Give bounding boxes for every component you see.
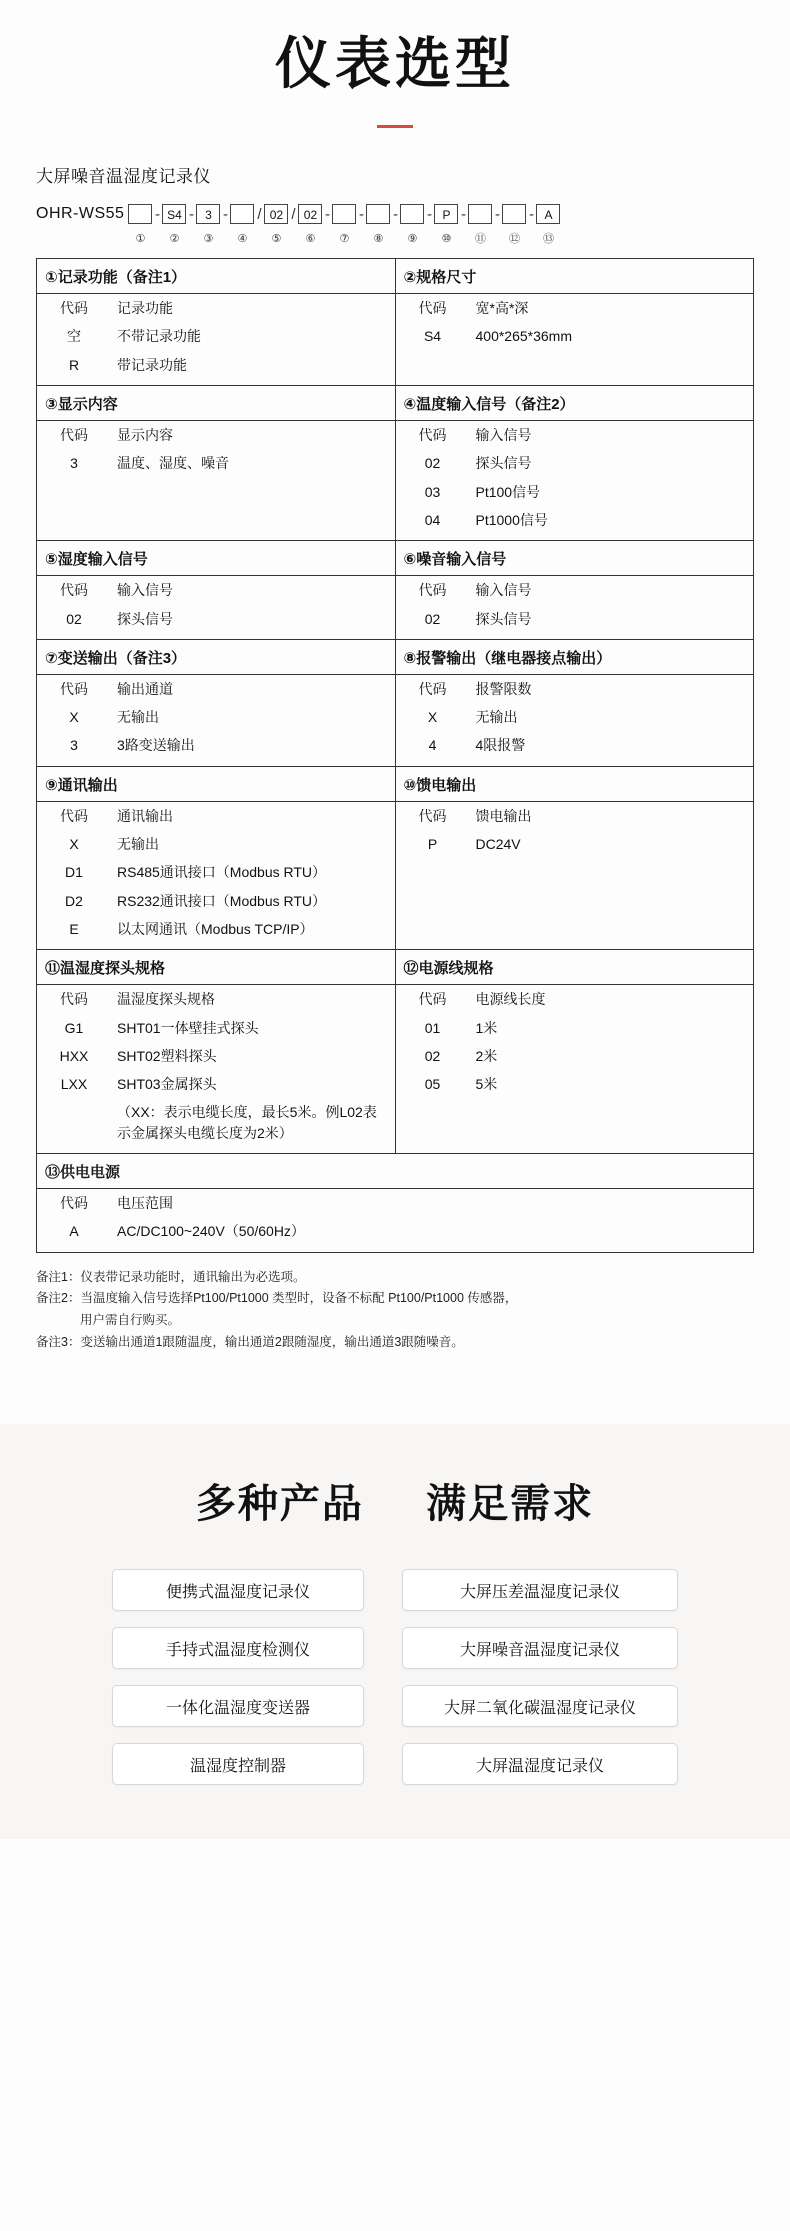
spacer bbox=[396, 351, 754, 357]
table-row bbox=[396, 830, 754, 858]
section-9-title: ⑨通讯输出 bbox=[37, 767, 395, 802]
product-item[interactable]: 大屏压差温湿度记录仪 bbox=[402, 1569, 678, 1611]
note-3: 备注3：变送输出通道1跟随温度，输出通道2跟随湿度，输出通道3跟随噪音。 bbox=[36, 1335, 464, 1350]
code-sep-9: - bbox=[426, 205, 432, 223]
col-code-header: 代码 bbox=[418, 427, 447, 444]
section-7-title: ⑦变送输出（备注3） bbox=[37, 640, 395, 675]
table-row bbox=[396, 985, 754, 1013]
table-row bbox=[37, 1098, 395, 1147]
spacer bbox=[396, 760, 754, 766]
desc-value: 无输出 bbox=[475, 709, 518, 726]
code-value: 3 bbox=[70, 455, 78, 472]
table-row bbox=[37, 1042, 395, 1070]
col-code-header: 代码 bbox=[60, 427, 88, 444]
marker-13: ⑬ bbox=[542, 233, 554, 246]
marker-7: ⑦ bbox=[339, 232, 350, 245]
selection-spec-table bbox=[36, 258, 754, 1252]
code-value: 02 bbox=[424, 610, 441, 627]
products-column-left bbox=[112, 1569, 364, 1785]
spacer bbox=[37, 506, 395, 512]
section-1-title: ①记录功能（备注1） bbox=[37, 259, 395, 294]
col-code-header: 代码 bbox=[60, 1195, 88, 1212]
section-6-title: ⑥噪音输入信号 bbox=[396, 541, 754, 576]
code-value: X bbox=[427, 709, 438, 726]
section-4-title: ④温度输入信号（备注2） bbox=[396, 386, 754, 421]
desc-value: 温度、湿度、噪音 bbox=[117, 455, 229, 472]
code-sep-1: - bbox=[154, 205, 160, 223]
code-box-11 bbox=[468, 204, 492, 224]
table-row bbox=[37, 950, 754, 1154]
table-row bbox=[396, 605, 754, 633]
code-value: 02 bbox=[424, 455, 441, 472]
col-desc-header: 温湿度探头规格 bbox=[117, 991, 215, 1008]
code-value: R bbox=[68, 356, 80, 373]
desc-value: 4限报警 bbox=[475, 737, 526, 754]
col-desc-header: 电压范围 bbox=[117, 1195, 173, 1212]
table-row bbox=[37, 1217, 753, 1245]
code-value: 空 bbox=[67, 328, 81, 345]
spacer bbox=[37, 1147, 395, 1153]
section-8-title: ⑧报警输出（继电器接点输出） bbox=[396, 640, 754, 675]
col-desc-header: 输入信号 bbox=[117, 582, 173, 599]
product-item[interactable]: 便携式温湿度记录仪 bbox=[112, 1569, 364, 1611]
model-code-row bbox=[36, 201, 754, 227]
section-8-table bbox=[396, 675, 754, 760]
code-box-3: 3 bbox=[196, 204, 220, 224]
code-value: X bbox=[69, 836, 79, 853]
section-10-title: ⑩馈电输出 bbox=[396, 767, 754, 802]
marker-12: ⑫ bbox=[508, 233, 520, 246]
code-value: P bbox=[427, 836, 438, 853]
code-value: 02 bbox=[66, 610, 82, 627]
code-value: D2 bbox=[65, 892, 83, 909]
spacer-cell bbox=[111, 478, 395, 506]
table-row bbox=[396, 506, 754, 534]
marker-9: ⑨ bbox=[407, 232, 418, 245]
table-row bbox=[396, 802, 754, 830]
desc-value: 无输出 bbox=[117, 709, 159, 726]
table-row bbox=[37, 294, 395, 322]
spacer bbox=[396, 633, 754, 639]
table-row bbox=[396, 449, 754, 477]
spacer bbox=[37, 379, 395, 385]
desc-value: 400*265*36mm bbox=[475, 328, 573, 345]
table-row bbox=[37, 766, 754, 949]
products-section bbox=[0, 1424, 790, 1839]
table-row bbox=[37, 605, 395, 633]
cell-section-10 bbox=[395, 766, 754, 949]
cell-section-5 bbox=[37, 541, 396, 640]
marker-6: ⑥ bbox=[305, 232, 316, 245]
table-row bbox=[37, 1154, 754, 1253]
table-row bbox=[396, 703, 754, 731]
col-desc-header: 输出通道 bbox=[117, 680, 173, 697]
section-13-title: ⑬供电电源 bbox=[37, 1154, 753, 1189]
spacer bbox=[37, 760, 395, 766]
table-row bbox=[37, 858, 395, 886]
table-row bbox=[37, 639, 754, 766]
marker-10: ⑩ bbox=[441, 232, 452, 245]
code-value: 02 bbox=[424, 1047, 441, 1064]
table-row bbox=[37, 1014, 395, 1042]
code-sep-4: / bbox=[257, 205, 262, 223]
section-11-note: （XX：表示电缆长度，最长5米。例L02表示金属探头电缆长度为2米） bbox=[117, 1104, 377, 1141]
section-6-table bbox=[396, 576, 754, 633]
table-row bbox=[37, 985, 395, 1013]
desc-value: RS232通讯接口（Modbus RTU） bbox=[117, 892, 327, 909]
code-box-4 bbox=[230, 204, 254, 224]
code-box-13: A bbox=[536, 204, 560, 224]
desc-value: Pt1000信号 bbox=[475, 511, 548, 528]
table-row bbox=[37, 386, 754, 541]
products-grid bbox=[0, 1569, 790, 1785]
table-row bbox=[37, 887, 395, 915]
section-13-table bbox=[37, 1189, 753, 1246]
page-header bbox=[0, 0, 790, 128]
code-sep-2: - bbox=[188, 205, 194, 223]
col-code-header: 代码 bbox=[418, 680, 447, 697]
col-desc-header: 馈电输出 bbox=[475, 807, 532, 824]
section-9-table bbox=[37, 802, 395, 943]
code-box-10: P bbox=[434, 204, 458, 224]
table-row bbox=[37, 1070, 395, 1098]
section-12-table bbox=[396, 985, 754, 1098]
product-item[interactable]: 手持式温湿度检测仪 bbox=[112, 1627, 364, 1669]
table-row bbox=[37, 915, 395, 943]
section-5-table bbox=[37, 576, 395, 633]
section-3-table bbox=[37, 421, 395, 506]
model-prefix: OHR-WS55 bbox=[36, 205, 125, 223]
marker-2: ② bbox=[169, 232, 180, 245]
section-1-table bbox=[37, 294, 395, 379]
table-row bbox=[37, 541, 754, 640]
table-row bbox=[396, 675, 754, 703]
col-desc-header: 报警限数 bbox=[475, 680, 532, 697]
table-row bbox=[37, 675, 395, 703]
table-row bbox=[37, 830, 395, 858]
spacer-cell bbox=[37, 478, 111, 506]
code-value: 04 bbox=[424, 511, 441, 528]
cell-section-1 bbox=[37, 259, 396, 386]
spacer-cell bbox=[37, 1098, 111, 1147]
code-value: G1 bbox=[64, 1019, 84, 1036]
product-item[interactable]: 大屏噪音温湿度记录仪 bbox=[402, 1627, 678, 1669]
cell-section-4 bbox=[395, 386, 754, 541]
spacer bbox=[37, 943, 395, 949]
product-item[interactable]: 一体化温湿度变送器 bbox=[112, 1685, 364, 1727]
table-row bbox=[37, 322, 395, 350]
code-box-8 bbox=[366, 204, 390, 224]
desc-value: 1米 bbox=[475, 1019, 498, 1036]
code-box-9 bbox=[400, 204, 424, 224]
cell-section-9 bbox=[37, 766, 396, 949]
table-row bbox=[396, 294, 754, 322]
code-value: E bbox=[69, 920, 79, 937]
model-code-section bbox=[0, 128, 790, 246]
note-1: 备注1：仪表带记录功能时，通讯输出为必选项。 bbox=[36, 1269, 306, 1284]
col-desc-header: 显示内容 bbox=[117, 427, 173, 444]
col-code-header: 代码 bbox=[60, 300, 88, 317]
table-row bbox=[37, 449, 395, 477]
table-row bbox=[396, 421, 754, 449]
table-row bbox=[396, 1014, 754, 1042]
marker-5: ⑤ bbox=[271, 232, 282, 245]
cell-section-3 bbox=[37, 386, 396, 541]
col-code-header: 代码 bbox=[60, 991, 88, 1008]
table-row bbox=[396, 1042, 754, 1070]
desc-value: DC24V bbox=[475, 836, 521, 853]
section-10-table bbox=[396, 802, 754, 859]
table-row bbox=[37, 478, 395, 506]
code-sep-11: - bbox=[494, 205, 500, 223]
code-box-1 bbox=[128, 204, 152, 224]
cell-section-8 bbox=[395, 639, 754, 766]
table-row bbox=[37, 576, 395, 604]
note-2-continued: 用户需自行购买。 bbox=[80, 1313, 181, 1328]
table-row bbox=[37, 421, 395, 449]
desc-value: 带记录功能 bbox=[117, 356, 187, 373]
code-value: D1 bbox=[65, 864, 83, 881]
desc-value: RS485通讯接口（Modbus RTU） bbox=[117, 864, 327, 881]
table-row bbox=[396, 1070, 754, 1098]
code-value: 03 bbox=[424, 483, 441, 500]
section-7-table bbox=[37, 675, 395, 760]
code-box-12 bbox=[502, 204, 526, 224]
code-sep-10: - bbox=[460, 205, 466, 223]
table-row bbox=[37, 731, 395, 759]
spacer bbox=[396, 858, 754, 864]
table-row bbox=[396, 322, 754, 350]
desc-value: AC/DC100~240V（50/60Hz） bbox=[117, 1223, 305, 1240]
col-code-header: 代码 bbox=[60, 680, 88, 697]
code-sep-5: / bbox=[291, 205, 296, 223]
col-code-header: 代码 bbox=[60, 807, 88, 824]
code-sep-6: - bbox=[324, 205, 330, 223]
marker-8: ⑧ bbox=[373, 232, 384, 245]
col-desc-header: 输入信号 bbox=[475, 582, 532, 599]
desc-value: SHT02塑料探头 bbox=[117, 1047, 217, 1064]
product-name: 大屏噪音温湿度记录仪 bbox=[36, 167, 211, 187]
marker-3: ③ bbox=[203, 232, 214, 245]
cell-section-11 bbox=[37, 950, 396, 1154]
spacer bbox=[396, 1098, 754, 1104]
notes-block bbox=[36, 1267, 754, 1355]
spacer bbox=[37, 1246, 753, 1252]
note-2: 备注2：当温度输入信号选择Pt100/Pt1000 类型时，设备不标配 Pt100/Pt1000 传感器， bbox=[36, 1291, 518, 1306]
table-row bbox=[396, 576, 754, 604]
spacer bbox=[37, 633, 395, 639]
section-11-table bbox=[37, 985, 395, 1147]
cell-section-2 bbox=[395, 259, 754, 386]
code-value: 3 bbox=[70, 737, 78, 754]
code-sep-3: - bbox=[222, 205, 228, 223]
products-column-right bbox=[402, 1569, 678, 1785]
code-value: 05 bbox=[424, 1076, 441, 1093]
col-desc-header: 通讯输出 bbox=[117, 807, 173, 824]
code-value: X bbox=[69, 709, 79, 726]
product-item[interactable]: 大屏二氧化碳温湿度记录仪 bbox=[402, 1685, 678, 1727]
desc-value: 不带记录功能 bbox=[117, 328, 201, 345]
desc-value: Pt100信号 bbox=[475, 483, 541, 500]
desc-value: SHT01一体壁挂式探头 bbox=[117, 1019, 259, 1036]
desc-value: 无输出 bbox=[117, 836, 159, 853]
products-title-right: 满足需求 bbox=[426, 1482, 595, 1527]
section-2-table bbox=[396, 294, 754, 351]
cell-section-12 bbox=[395, 950, 754, 1154]
code-value: HXX bbox=[59, 1047, 89, 1064]
products-title-left: 多种产品 bbox=[195, 1482, 364, 1527]
desc-value: 探头信号 bbox=[475, 610, 532, 627]
table-row bbox=[37, 1189, 753, 1217]
marker-1: ① bbox=[135, 232, 146, 245]
code-value: A bbox=[69, 1223, 79, 1240]
code-box-6: 02 bbox=[298, 204, 322, 224]
marker-11: ⑪ bbox=[474, 233, 486, 246]
desc-value: 5米 bbox=[475, 1076, 498, 1093]
col-desc-header: 输入信号 bbox=[475, 427, 532, 444]
col-code-header: 代码 bbox=[418, 582, 447, 599]
products-title bbox=[0, 1472, 790, 1529]
code-value: 01 bbox=[424, 1019, 441, 1036]
cell-section-6 bbox=[395, 541, 754, 640]
spacer bbox=[396, 534, 754, 540]
code-sep-12: - bbox=[528, 205, 534, 223]
cell-section-13 bbox=[37, 1154, 754, 1253]
col-desc-header: 电源线长度 bbox=[475, 991, 546, 1008]
section-11-title: ⑪温湿度探头规格 bbox=[37, 950, 395, 985]
table-row bbox=[37, 802, 395, 830]
table-row bbox=[37, 259, 754, 386]
col-desc-header: 宽*高*深 bbox=[475, 300, 529, 317]
section-5-title: ⑤湿度输入信号 bbox=[37, 541, 395, 576]
product-item[interactable]: 温湿度控制器 bbox=[112, 1743, 364, 1785]
section-4-table bbox=[396, 421, 754, 534]
table-row bbox=[37, 703, 395, 731]
code-sep-8: - bbox=[392, 205, 398, 223]
cell-section-7 bbox=[37, 639, 396, 766]
table-row bbox=[37, 351, 395, 379]
code-value: S4 bbox=[423, 328, 442, 345]
col-code-header: 代码 bbox=[418, 991, 447, 1008]
section-2-title: ②规格尺寸 bbox=[396, 259, 754, 294]
model-marker-row bbox=[36, 230, 754, 246]
marker-4: ④ bbox=[237, 232, 248, 245]
code-sep-7: - bbox=[358, 205, 364, 223]
col-desc-header: 记录功能 bbox=[117, 300, 173, 317]
desc-value: 2米 bbox=[475, 1047, 498, 1064]
code-box-2: S4 bbox=[162, 204, 186, 224]
table-row bbox=[396, 478, 754, 506]
table-row bbox=[396, 731, 754, 759]
code-box-7 bbox=[332, 204, 356, 224]
section-3-title: ③显示内容 bbox=[37, 386, 395, 421]
desc-value: SHT03金属探头 bbox=[117, 1076, 217, 1093]
desc-value: 探头信号 bbox=[475, 455, 532, 472]
desc-value: 3路变送输出 bbox=[117, 737, 195, 754]
desc-value: 探头信号 bbox=[117, 610, 173, 627]
code-value: LXX bbox=[60, 1076, 88, 1093]
col-code-header: 代码 bbox=[418, 807, 447, 824]
section-12-title: ⑫电源线规格 bbox=[396, 950, 754, 985]
product-item[interactable]: 大屏温湿度记录仪 bbox=[402, 1743, 678, 1785]
col-code-header: 代码 bbox=[418, 300, 447, 317]
code-box-5: 02 bbox=[264, 204, 288, 224]
col-code-header: 代码 bbox=[60, 582, 88, 599]
desc-value: 以太网通讯（Modbus TCP/IP） bbox=[117, 920, 314, 937]
page-title: 仪表选型 bbox=[275, 32, 515, 95]
code-value: 4 bbox=[428, 737, 437, 754]
